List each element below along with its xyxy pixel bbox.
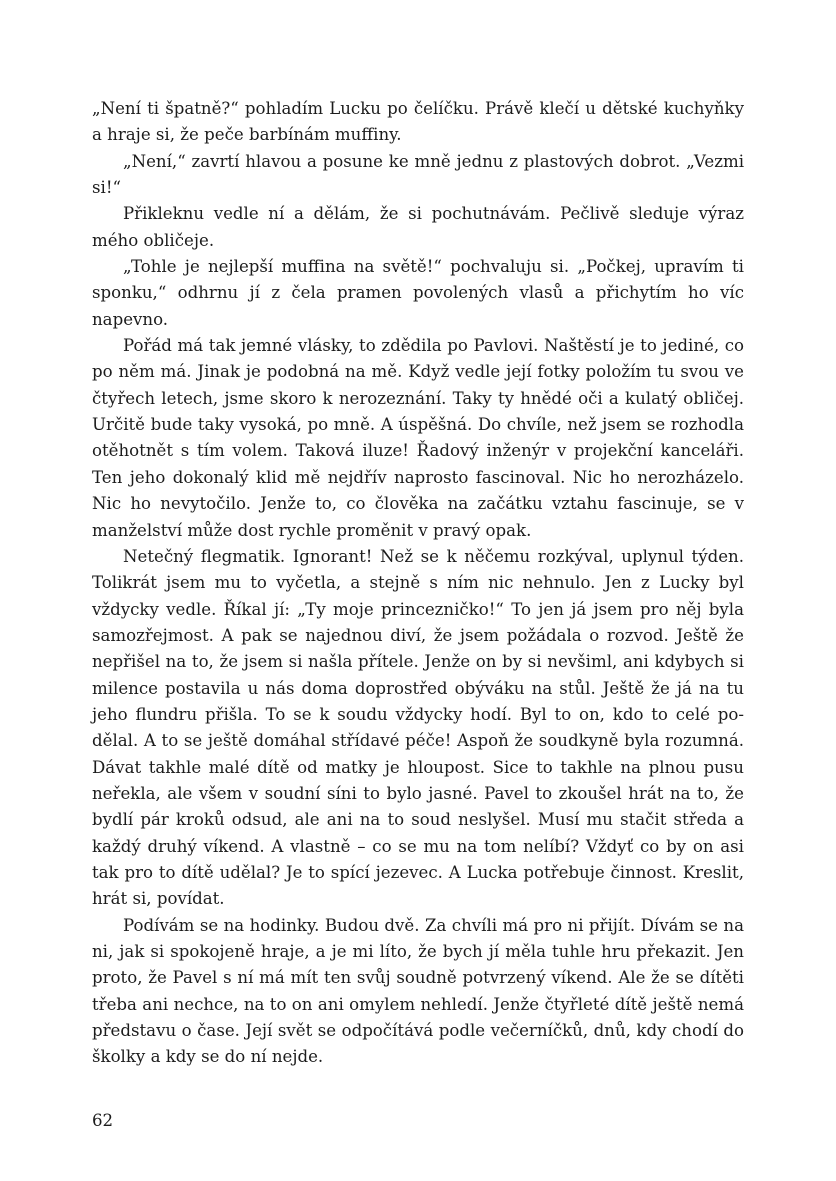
paragraph-3: Přikleknu vedle ní a dělám, že si pochutnávám. Pečlivě sleduje výraz mého obličeje. (92, 204, 744, 250)
paragraph-1: „Není ti špatně?“ pohladím Lucku po čelíčku. Právě klečí u dětské kuchyňky a hraje si, že peče barbínám muffiny. (92, 99, 744, 145)
page-number: 62 (92, 1111, 114, 1130)
paragraph-2: „Není,“ zavrtí hlavou a posune ke mně jednu z plastových dobrot. „Vezmi si!“ (92, 151, 744, 198)
book-page-text (92, 96, 744, 1071)
paragraph-5: Pořád má tak jemné vlásky, to zdědila po Pavlovi. Naštěstí je to jediné, co po něm má. Jinak je podobná na mě. Když vedle její fotky položím tu svou ve čtyřech letech, jsme skoro k nerozeznání. Taky ty hnědé oči a kulatý obličej. Určitě bude taky vysoká, po mně. A úspěšná. Do chvíle, než jsem se rozhodla otěhotnět s tím volem. Taková iluze! Řadový inženýr v projekční kanceláři. Ten jeho dokonalý klid mě nejdřív naprosto fascinoval. Nic ho nerozházelo. Nic ho nevytočilo. Jenže to, co člověka na začátku vztahu fascinuje, se v manželství může dost rychle proměnit v pravý opak. (92, 336, 744, 540)
paragraph-6: Netečný flegmatik. Ignorant! Než se k něčemu rozkýval, uplynul týden. Tolikrát jsem mu to vyčetla, a stejně s ním nic nehnulo. Jen z Lucky byl vždycky vedle. Říkal jí: „Ty moje princezničko!“ To jen já jsem pro něj byla samozřejmost. A pak se najednou diví, že jsem požádala o rozvod. Ještě že nepřišel na to, že jsem si našla přítele. Jenže on by si nevšiml, ani kdybych si milence postavila u nás doma doprostřed obýváku na stůl. Ještě že já na tu jeho flundru přišla. To se k soudu vždycky hodí. Byl to on, kdo to celé podělal. A to se ještě domáhal střídavé péče! Aspoň že soudkyně byla rozumná. Dávat takhle malé dítě od matky je hloupost. Sice to takhle na plnou pusu neřekla, ale všem v soudní síni to bylo jasné. Pavel to zkoušel hrát na to, že bydlí pár kroků odsud, ale ani na to soud neslyšel. Musí mu stačit středa a každý druhý víkend. A vlastně – co se mu na tom nelíbí? Vždyť co by on asi tak pro to dítě udělal? Je to spící jezevec. A Lucka potřebuje činnost. Kreslit, hrát si, povídat. (92, 546, 744, 909)
paragraph-4: „Tohle je nejlepší muffina na světě!“ pochvaluju si. „Počkej, upravím ti sponku,“ odhrnu jí z čela pramen povolených vlasů a přichytím ho víc napevno. (92, 257, 744, 329)
paragraph-7: Podívám se na hodinky. Budou dvě. Za chvíli má pro ni přijít. Dívám se na ni, jak si spokojeně hraje, a je mi líto, že bych jí měla tuhle hru překazit. Jen proto, že Pavel s ní má mít ten svůj soudně potvrzený víkend. Ale že se dítěti třeba ani nechce, na to on ani omylem nehledí. Jenže čtyřleté dítě ještě nemá představu o čase. Její svět se odpočítává podle večerníčků, dnů, kdy chodí do školky a kdy se do ní nejde. (92, 915, 744, 1067)
